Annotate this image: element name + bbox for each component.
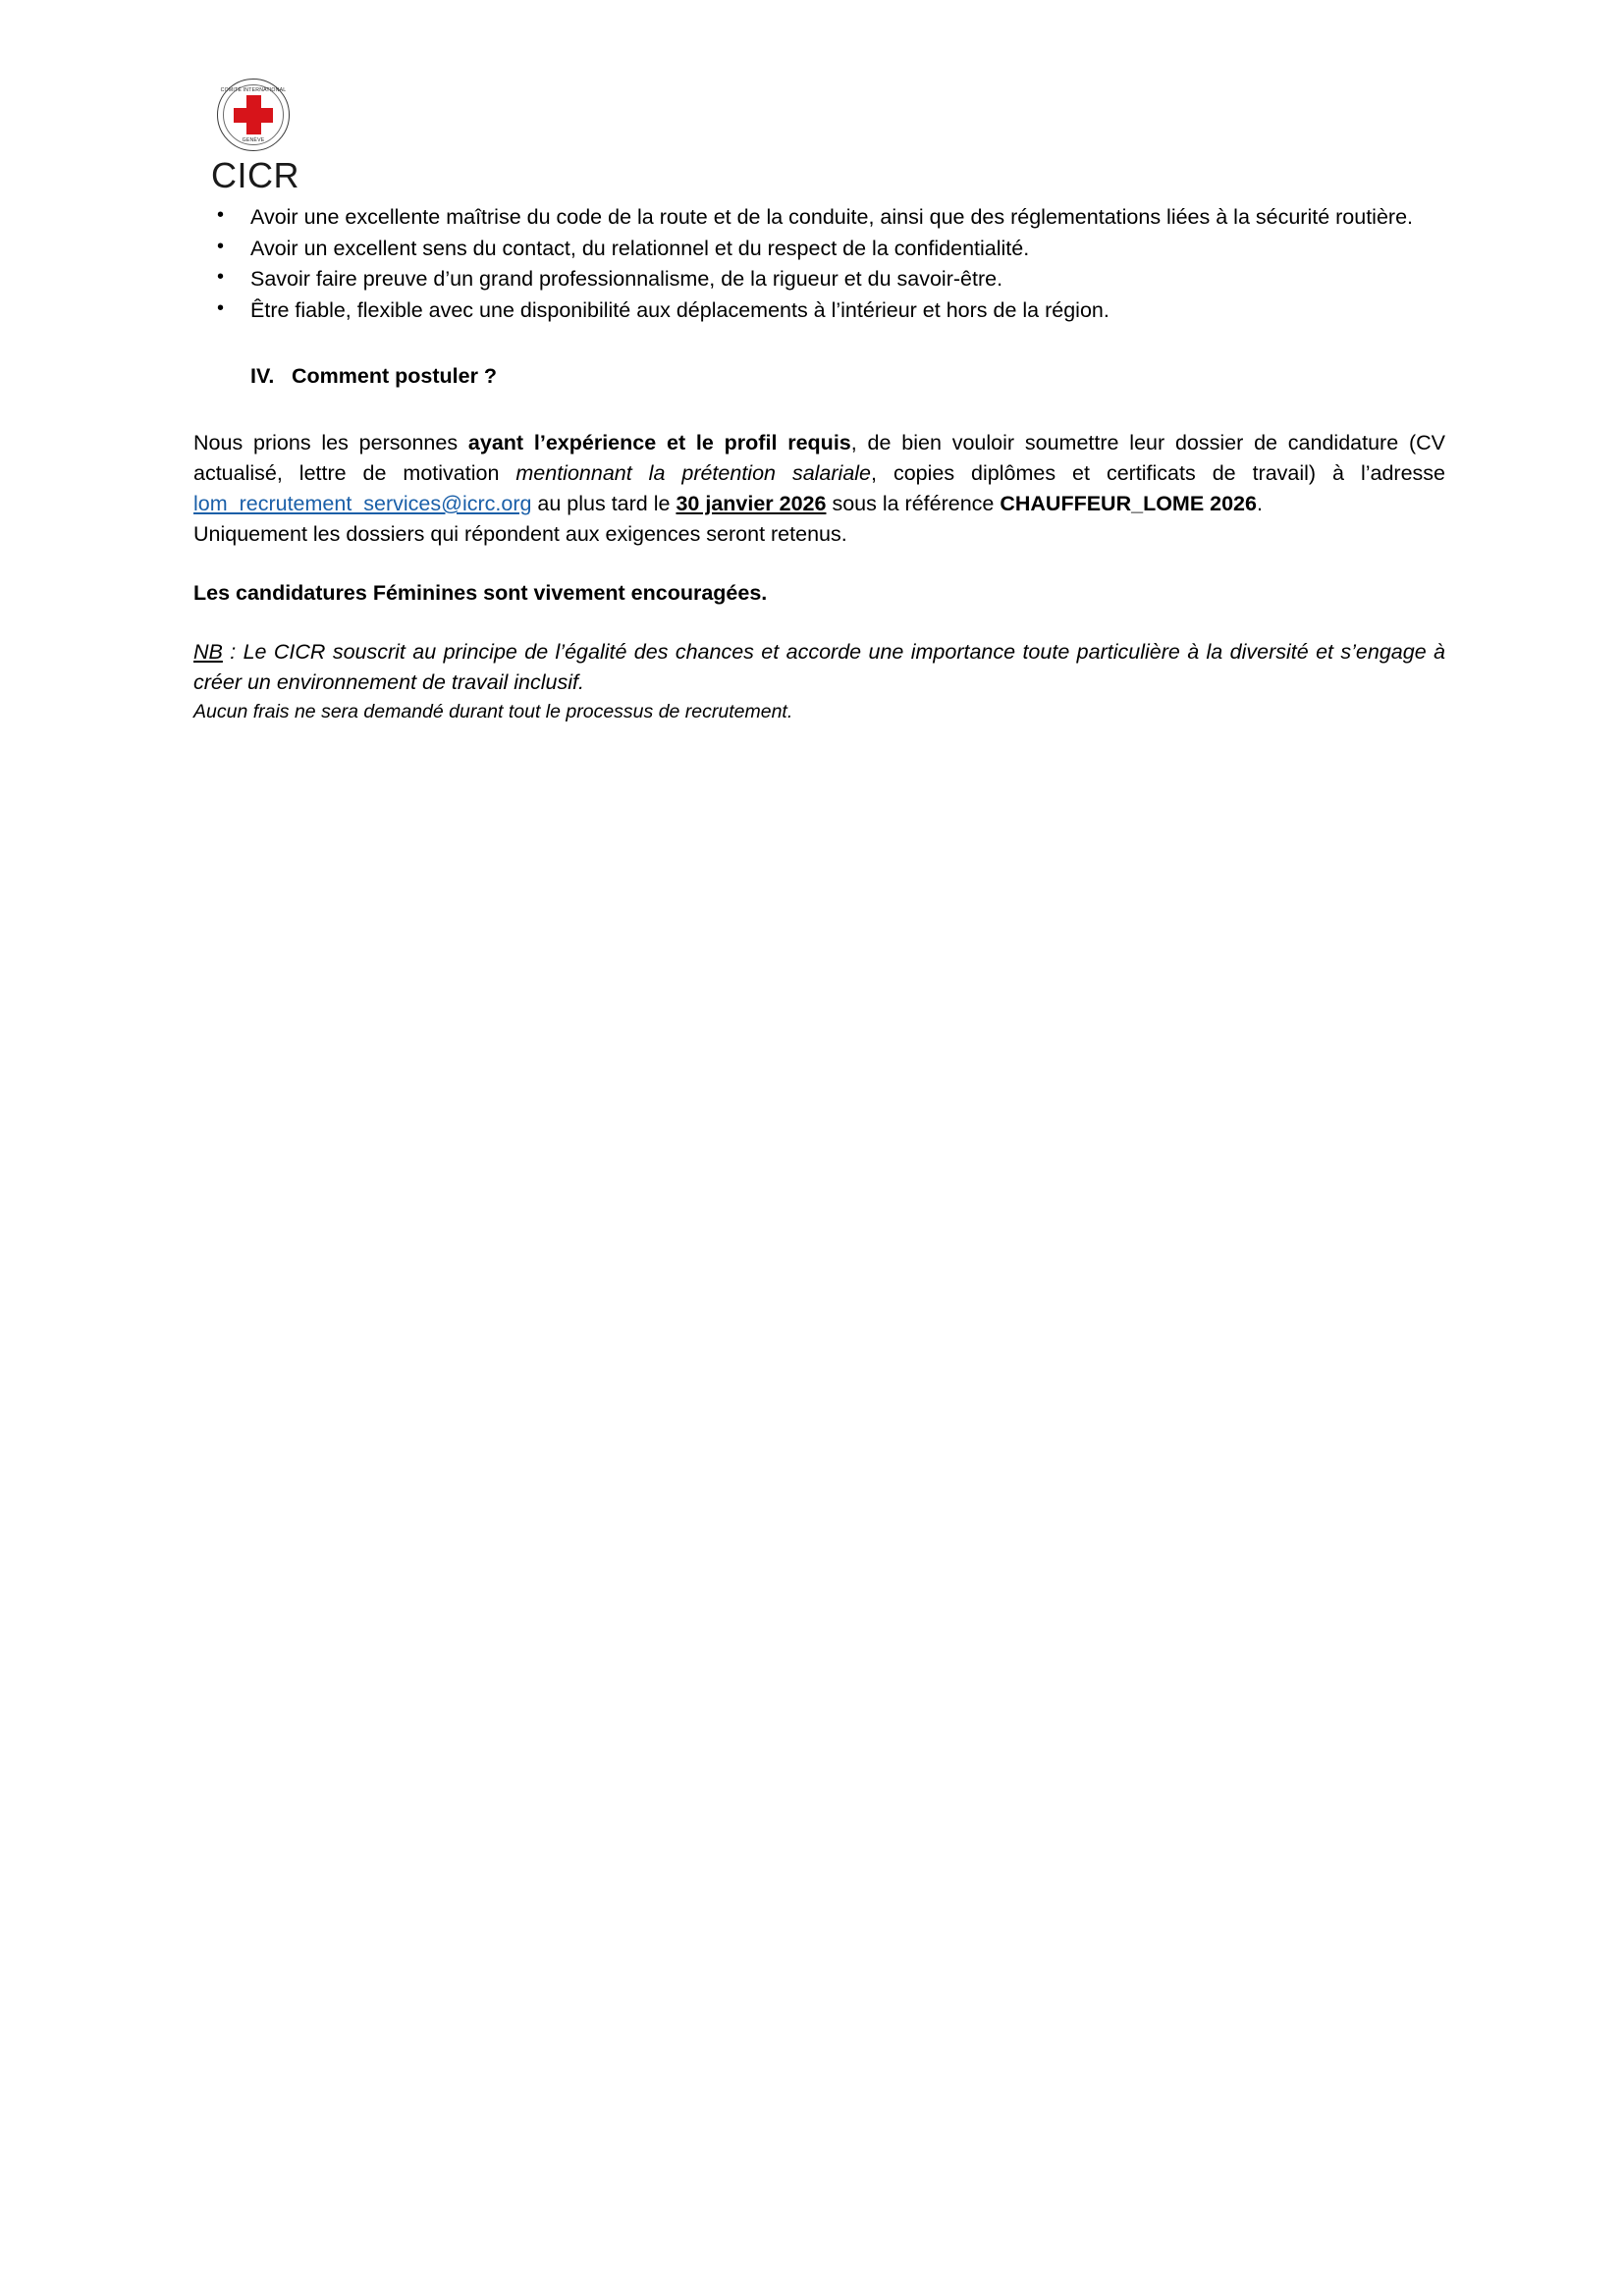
- cicr-wordmark: CICR: [211, 155, 299, 195]
- emblem-arc-top: COMITÉ INTERNATIONAL: [220, 87, 287, 93]
- apply-deadline: 30 janvier 2026: [676, 491, 827, 515]
- nb-paragraph: [193, 637, 1445, 698]
- female-candidates-note: Les candidatures Féminines sont vivement encouragées.: [193, 580, 768, 605]
- requirement-text: Avoir un excellent sens du contact, du relationnel et du respect de la confidentialité.: [250, 236, 1030, 260]
- cicr-logo: [211, 79, 329, 196]
- list-item: [193, 295, 1445, 326]
- requirement-text: Être fiable, flexible avec une disponibilité aux déplacements à l’intérieur et hors de la région.: [250, 297, 1110, 322]
- apply-text-part6: .: [1256, 491, 1263, 515]
- section-number: IV.: [250, 364, 275, 389]
- list-item: [193, 202, 1445, 233]
- section-heading: [193, 364, 1445, 389]
- emblem-cross-horizontal: [234, 108, 273, 123]
- apply-bold-profile: ayant l’expérience et le profil requis: [467, 431, 851, 455]
- requirements-list: [193, 202, 1445, 325]
- red-cross-emblem-icon: [217, 79, 290, 151]
- apply-italic-salary: mentionnant la prétention salariale: [515, 461, 872, 486]
- apply-reference: CHAUFFEUR_LOME 2026: [1000, 491, 1257, 515]
- only-eligible-note: Uniquement les dossiers qui répondent aux exigences seront retenus.: [193, 521, 847, 546]
- nb-label: NB: [193, 639, 223, 664]
- no-fees-note: Aucun frais ne sera demandé durant tout le processus de recrutement.: [193, 700, 793, 722]
- nb-text: : Le CICR souscrit au principe de l’égalité des chances et accorde une importance toute particulière à la diversité et s’engage à créer un environnement de travail inclusif.: [193, 639, 1445, 694]
- apply-text-part4: au plus tard le: [531, 491, 677, 515]
- list-item: [193, 264, 1445, 294]
- apply-text-part2: , de bien vouloir soumettre leur dossier de candidature (CV actualisé, lettre de motivation: [193, 431, 1446, 486]
- apply-text-part3: , copies diplômes et certificats de travail) à l’adresse: [871, 461, 1445, 486]
- apply-text-part5: sous la référence: [826, 491, 1001, 515]
- document-content: [193, 79, 1445, 725]
- apply-text-part1: Nous prions les personnes: [193, 431, 468, 455]
- email-link[interactable]: lom_recrutement_services@icrc.org: [193, 491, 532, 515]
- page-title: Comment postuler ?: [292, 364, 498, 389]
- emblem-arc-bottom: GENÈVE: [242, 137, 265, 143]
- list-item: [193, 234, 1445, 264]
- requirement-text: Avoir une excellente maîtrise du code de la route et de la conduite, ainsi que des réglementations liées à la sécurité routière.: [250, 205, 1414, 229]
- apply-paragraph: [193, 428, 1445, 519]
- requirement-text: Savoir faire preuve d’un grand professionnalisme, de la rigueur et du savoir-être.: [250, 267, 1003, 292]
